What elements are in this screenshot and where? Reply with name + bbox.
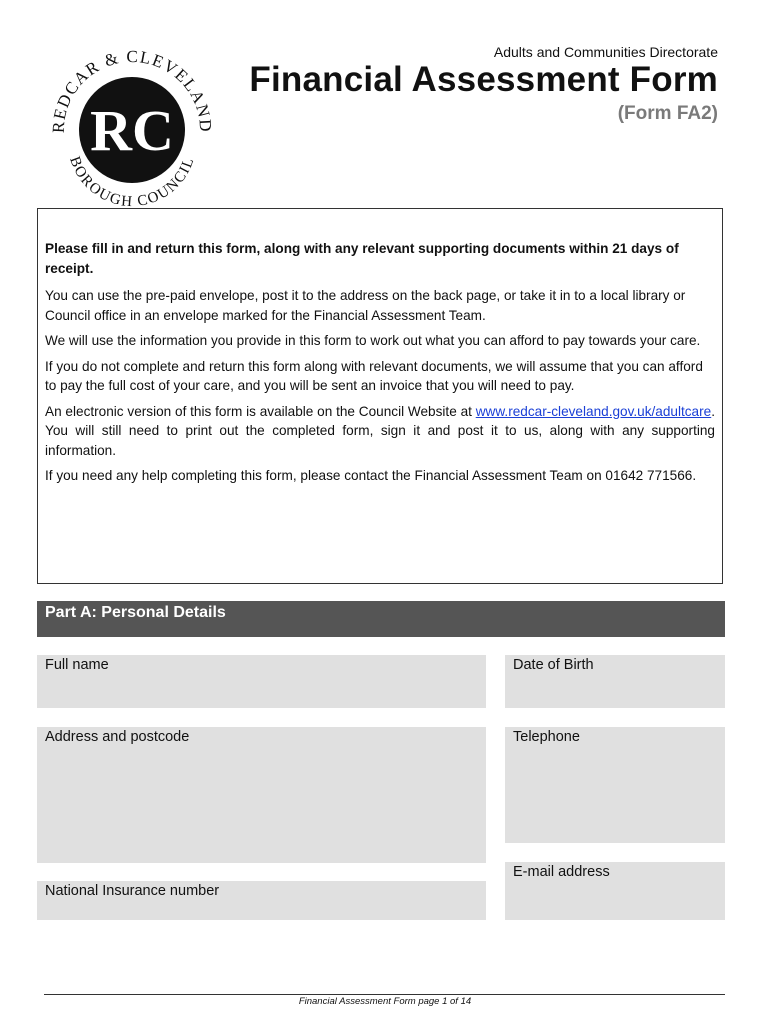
date-of-birth-field[interactable]	[505, 655, 725, 708]
logo-monogram: RC	[90, 98, 174, 163]
post-instruction: You can use the pre-paid envelope, post it to the address on the back page, or take it in to a local library or Council office in an envelope marked for the Financial Assessment Team.	[45, 288, 686, 323]
page-title: Financial Assessment Form	[249, 60, 718, 99]
incomplete-warning: If you do not complete and return this form along with relevant documents, we will assume that you can afford to pay the full cost of your care, and you will be sent an invoice that you will need to pay.	[45, 358, 703, 393]
usage-note: We will use the information you provide in this form to work out what you can afford to pay towards your care.	[45, 333, 701, 348]
email-label: E-mail address	[513, 864, 610, 880]
date-of-birth-label: Date of Birth	[513, 657, 594, 673]
page-footer: Financial Assessment Form page 1 of 14	[298, 996, 472, 1007]
help-contact: If you need any help completing this form, please contact the Financial Assessment Team on 01642 771566.	[45, 468, 697, 483]
department-name: Adults and Communities Directorate	[493, 44, 718, 60]
instructions-box	[37, 208, 723, 584]
email-field[interactable]	[505, 862, 725, 920]
return-instruction: Please fill in and return this form, along with any relevant supporting documents within 21 days of receipt.	[45, 241, 679, 276]
telephone-field[interactable]	[505, 727, 725, 843]
logo-arc-top-text: REDCAR & CLEVELAND	[50, 48, 215, 134]
telephone-label: Telephone	[513, 729, 580, 745]
part-a-heading: Part A: Personal Details	[37, 601, 725, 637]
national-insurance-field[interactable]	[37, 881, 486, 920]
electronic-version-note	[45, 402, 715, 461]
footer-divider	[44, 994, 725, 995]
logo-arc-bottom-text: BOROUGH COUNCIL	[66, 154, 198, 208]
address-label: Address and postcode	[45, 729, 190, 745]
full-name-label: Full name	[45, 657, 109, 673]
council-logo	[50, 48, 215, 208]
address-field[interactable]	[37, 727, 486, 863]
form-code: (Form FA2)	[617, 103, 718, 124]
full-name-field[interactable]	[37, 655, 486, 708]
electronic-note-end: . You will still need to print out the completed form, sign it and post it to us, along with any supporting information.	[45, 403, 715, 458]
electronic-note-start: An electronic version of this form is available on the Council Website at	[45, 403, 476, 419]
website-link[interactable]: www.redcar-cleveland.gov.uk/adultcare	[475, 403, 712, 419]
national-insurance-label: National Insurance number	[45, 883, 220, 899]
